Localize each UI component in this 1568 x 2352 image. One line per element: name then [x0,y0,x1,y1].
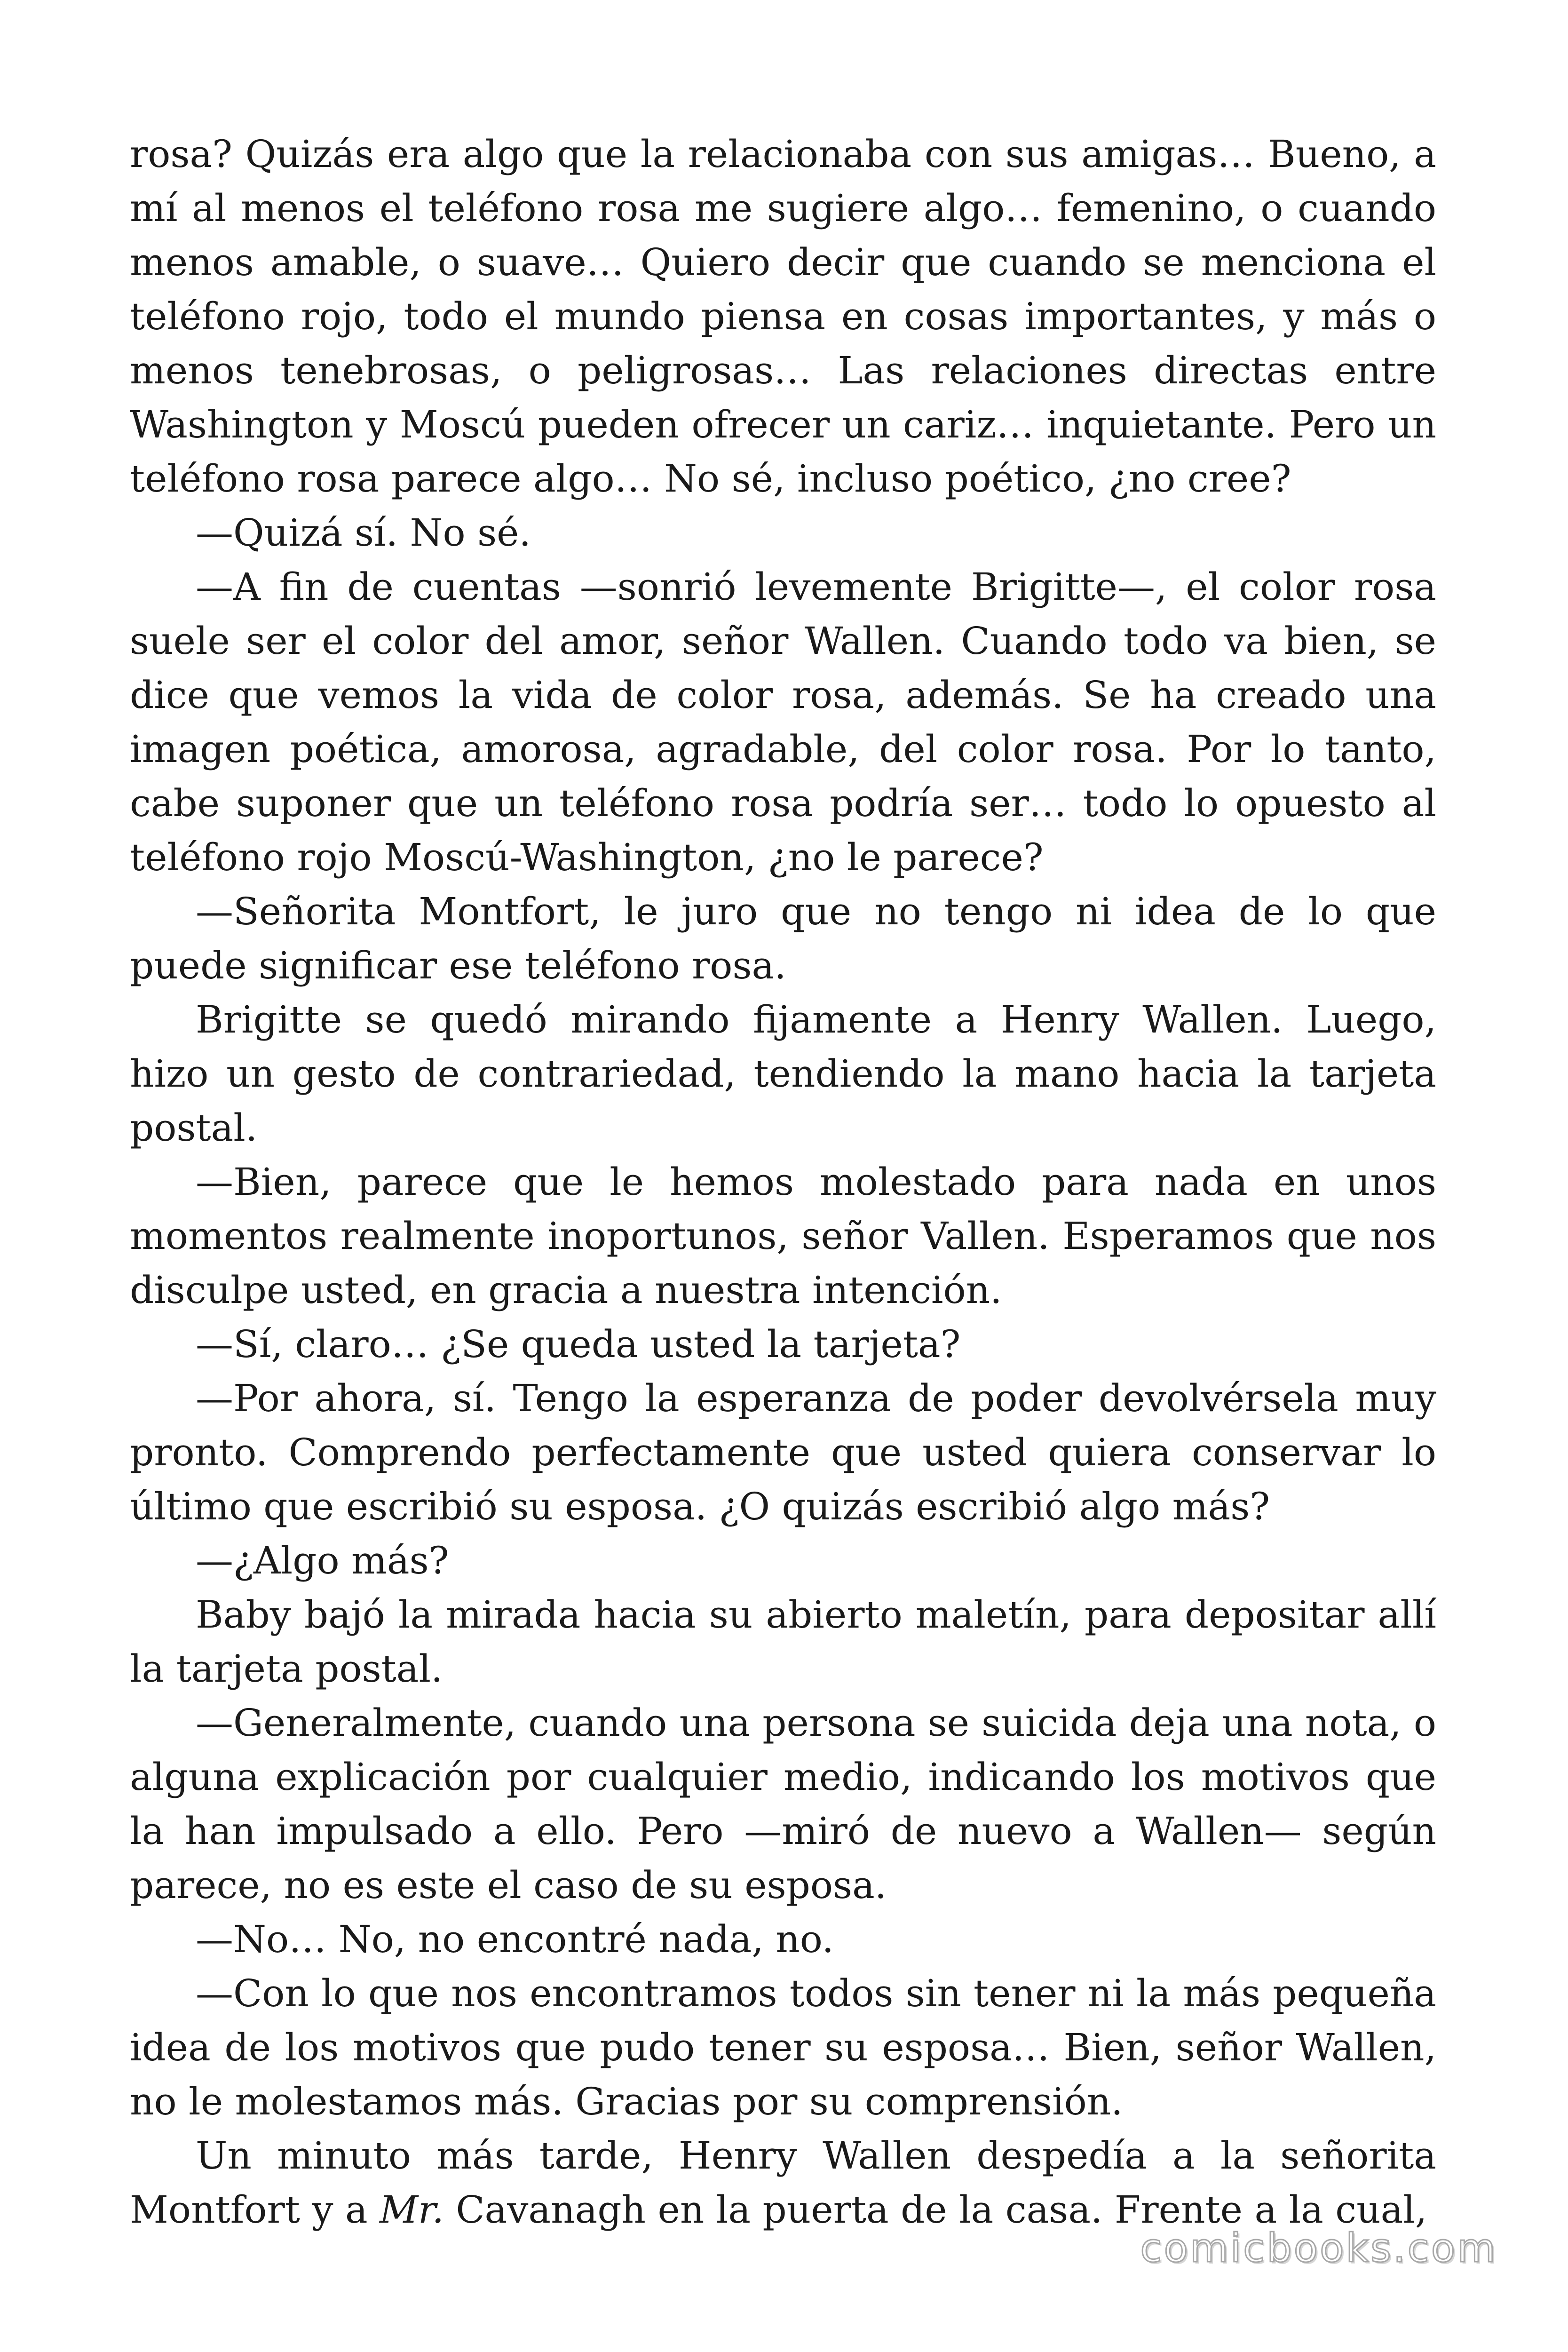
paragraph-9: —¿Algo más? [196,1539,449,1582]
paragraph-6: —Bien, parece que le hemos molestado para nada en unos momentos realmente inoportunos, señor Vallen. Esperamos que nos disculpe usted, en gracia a nuestra intención. [130,1160,1436,1312]
paragraph-14 [130,2129,1436,2237]
paragraph-8: —Por ahora, sí. Tengo la esperanza de poder devolvérsela muy pronto. Comprendo perfectamente que usted quiera conservar lo último que escribió su esposa. ¿O quizás escribió algo más? [130,1376,1436,1528]
paragraph-12: —No… No, no encontré nada, no. [196,1917,834,1961]
page-body-text [130,127,1436,2237]
paragraph-7: —Sí, claro… ¿Se queda usted la tarjeta? [196,1322,961,1366]
paragraph-1: rosa? Quizás era algo que la relacionaba con sus amigas… Bueno, a mí al menos el teléfono rosa me sugiere algo… femenino, o cuando menos amable, o suave… Quiero decir que cuando se menciona el teléfono rojo, todo el mundo piensa en cosas importantes, y más o menos tenebrosas, o peligrosas… Las relaciones directas entre Washington y Moscú pueden ofrecer un cariz… inquietante. Pero un teléfono rosa parece algo… No sé, incluso poético, ¿no cree? [130,132,1436,501]
paragraph-3: —A fin de cuentas —sonrió levemente Brigitte—, el color rosa suele ser el color del amor, señor Wallen. Cuando todo va bien, se dice que vemos la vida de color rosa, además. Se ha creado una imagen poética, amorosa, agradable, del color rosa. Por lo tanto, cabe suponer que un teléfono rosa podría ser… todo lo opuesto al teléfono rojo Moscú-Washington, ¿no le parece? [130,565,1436,879]
paragraph-5: Brigitte se quedó mirando fijamente a Henry Wallen. Luego, hizo un gesto de contrariedad, tendiendo la mano hacia la tarjeta postal. [130,998,1436,1150]
paragraph-11: —Generalmente, cuando una persona se suicida deja una nota, o alguna explicación por cualquier medio, indicando los motivos que la han impulsado a ello. Pero —miró de nuevo a Wallen— según parece, no es este el caso de su esposa. [130,1701,1436,1907]
paragraph-14-start: Un minuto más tarde, Henry Wallen despedía a la señorita Montfort y a [130,2134,1436,2232]
paragraph-2: —Quizá sí. No sé. [196,511,531,555]
paragraph-4: —Señorita Montfort, le juro que no tengo ni idea de lo que puede significar ese teléfono rosa. [130,890,1436,987]
paragraph-13: —Con lo que nos encontramos todos sin tener ni la más pequeña idea de los motivos que pudo tener su esposa… Bien, señor Wallen, no le molestamos más. Gracias por su comprensión. [130,1971,1436,2123]
paragraph-10: Baby bajó la mirada hacia su abierto maletín, para depositar allí la tarjeta postal. [130,1593,1436,1691]
watermark-text: comicbooks.com [1140,2225,1497,2271]
paragraph-14-italic: Mr. [380,2188,444,2232]
paragraph-14-end: Cavanagh en la puerta de la casa. Frente a la cual, [443,2188,1427,2232]
